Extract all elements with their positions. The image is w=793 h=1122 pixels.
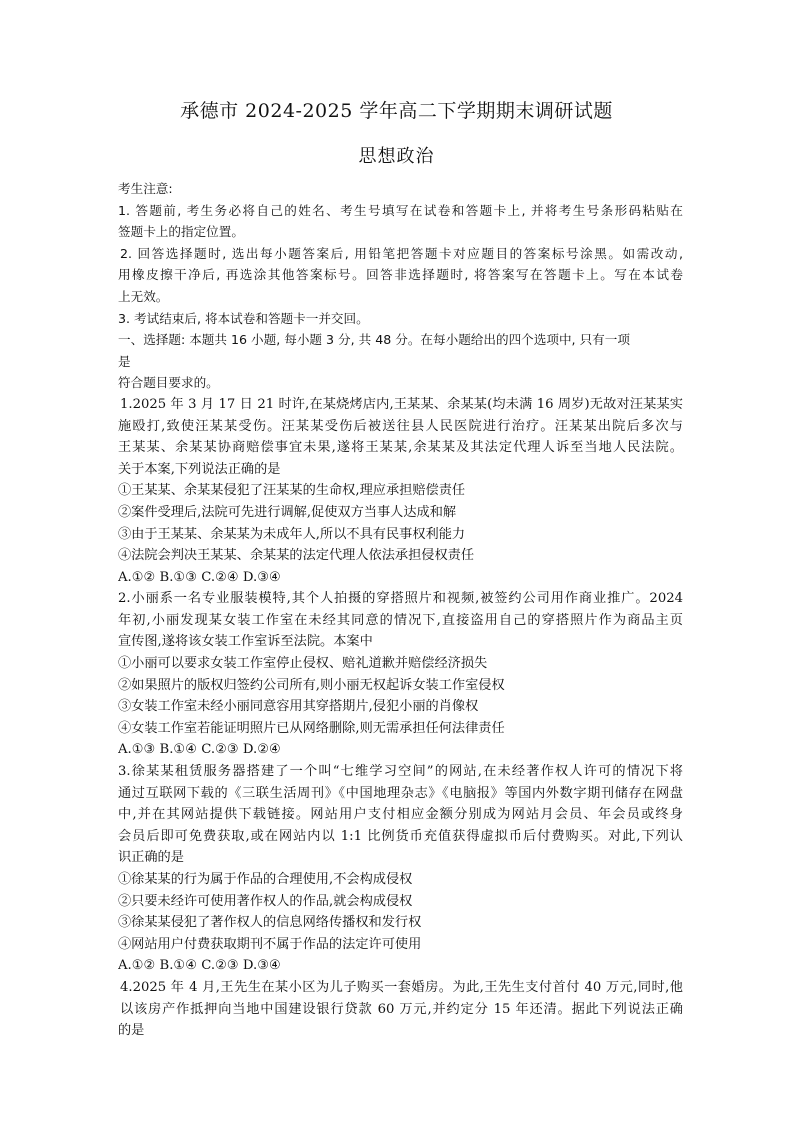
question-1-stem: 王某某、余某某协商赔偿事宜未果,遂将王某某,余某某及其法定代理人诉至当地人民法院。 — [118, 440, 683, 456]
question-3-stem: 通过互联网下载的《三联生活周刊》《中国地理杂志》《电脑报》等国内外数字期刊储存在网盘 — [118, 785, 683, 801]
question-3-item: ④网站用户付费获取期刊不属于作品的法定许可使用 — [118, 936, 422, 952]
subject-title: 思想政治 — [358, 146, 435, 167]
question-3-stem: 会员后即可免费获取,或在网站内以 1:1 比例货币充值获得虚拟币后付费购买。对此,下列认 — [118, 828, 683, 844]
page-title: 承德市 2024-2025 学年高二下学期期末调研试题 — [180, 100, 613, 122]
exam-body — [118, 178, 683, 1042]
notice-line: 3. 考试结束后, 将本试卷和答题卡一并交回。 — [118, 310, 369, 326]
question-1-stem: 施殴打,致使汪某某受伤。汪某某受伤后被送往县人民医院进行治疗。汪某某出院后多次与 — [118, 418, 683, 434]
notice-line: 上无效。 — [118, 288, 169, 304]
section-heading-cont: 符合题目要求的。 — [118, 375, 219, 391]
question-3-item: ②只要未经许可使用著作权人的作品,就会构成侵权 — [118, 893, 413, 909]
question-2-item: ③女装工作室未经小丽同意容用其穿搭期片,侵犯小丽的肖像权 — [118, 699, 479, 715]
notice-line: 签题卡上的指定位置。 — [118, 224, 244, 240]
question-1-options: A.①② B.①③ C.②④ D.③④ — [118, 569, 281, 585]
question-1-item: ②案件受理后,法院可先进行调解,促使双方当事人达成和解 — [118, 504, 457, 520]
question-2-item: ②如果照片的版权归签约公司所有,则小丽无权起诉女装工作室侵权 — [118, 677, 505, 693]
question-1-item: ④法院会判决王某某、余某某的法定代理人依法承担侵权责任 — [118, 548, 475, 564]
section-heading: 一、选择题: 本题共 16 小题, 每小题 3 分, 共 48 分。在每小题给出的四个选项中, 只有一项 — [118, 332, 630, 348]
question-1-stem: 关于本案,下列说法正确的是 — [118, 461, 281, 477]
question-4-stem: 的是 — [118, 1023, 145, 1039]
question-4-stem: 以该房产作抵押向当地中国建设银行贷款 60 万元,并约定分 15 年还清。据此下列说法正确 — [120, 1001, 683, 1017]
question-2-stem: 年初,小丽发现某女装工作室在未经其同意的情况下,直接盗用自己的穿搭照片作为商品主页 — [118, 612, 683, 628]
question-3-options: A.①② B.①④ C.②③ D.③④ — [118, 958, 281, 974]
question-3-stem: 中,并在其网站提供下载链接。网站用户支付相应金额分别成为网站月会员、年会员或终身 — [118, 807, 683, 823]
question-3-item: ③徐某某侵犯了著作权人的信息网络传播权和发行权 — [118, 915, 422, 931]
section-heading-cont: 是 — [118, 353, 131, 369]
question-1-stem: 1.2025 年 3 月 17 日 21 时许,在某烧烤店内,王某某、余某某(均未满 16 周岁)无故对汪某某实 — [120, 396, 683, 412]
question-1-item: ①王某某、余某某侵犯了汪某某的生命权,理应承担赔偿责任 — [118, 483, 466, 499]
question-2-item: ④女装工作室若能证明照片已从网络删除,则无需承担任何法律责任 — [118, 720, 505, 736]
question-1-item: ③由于王某某、余某某为未成年人,所以不具有民事权利能力 — [118, 526, 466, 542]
question-4-stem: 4.2025 年 4 月,王先生在某小区为儿子购买一套婚房。为此,王先生支付首付 40 万元,同时,他 — [120, 979, 683, 995]
notice-line: 用橡皮擦干净后, 再选涂其他答案标号。回答非选择题时, 将答案写在答题卡上。写在本试卷 — [118, 267, 683, 283]
question-3-stem: 3.徐某某租赁服务器搭建了一个叫“七维学习空间”的网站,在未经著作权人许可的情况下将 — [118, 764, 683, 780]
question-3-stem: 识正确的是 — [118, 850, 184, 866]
question-2-stem: 2.小丽系一名专业服装模特,其个人拍摄的穿搭照片和视频,被签约公司用作商业推广。2024 — [118, 591, 683, 607]
notice-line: 2. 回答选择题时, 选出每小题答案后, 用铅笔把答题卡对应题目的答案标号涂黑。如需改动, — [120, 245, 683, 261]
question-2-stem: 宣传图,遂将该女装工作室诉至法院。本案中 — [118, 634, 373, 650]
question-2-options: A.①③ B.①④ C.②③ D.②④ — [118, 742, 281, 758]
notice-heading: 考生注意: — [118, 181, 173, 196]
notice-line: 1. 答题前, 考生务必将自己的姓名、考生号填写在试卷和答题卡上, 并将考生号条形码粘贴在 — [118, 202, 683, 218]
question-3-item: ①徐某某的行为属于作品的合理使用,不会构成侵权 — [118, 872, 413, 887]
question-2-item: ①小丽可以要求女装工作室停止侵权、赔礼道歉并赔偿经济损失 — [118, 656, 488, 672]
